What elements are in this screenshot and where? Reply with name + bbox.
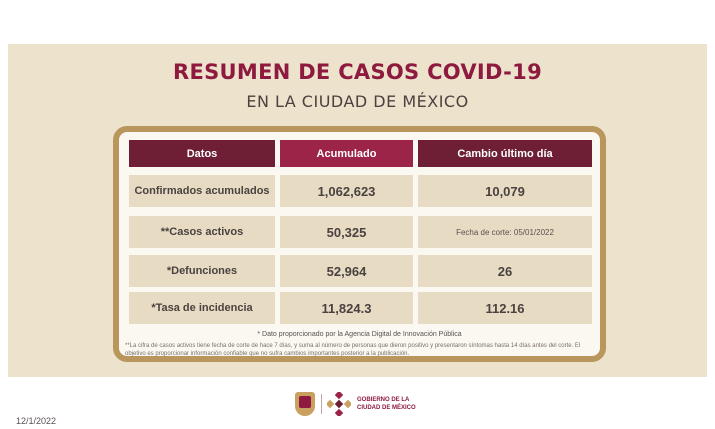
row-value-defunciones-acumulado: 52,964 [280, 255, 413, 287]
footnote-active-cases: **La cifra de casos activos tiene fecha de corte de hace 7 días, y suma al número de personas que dieron positivo y presentaron síntomas hasta 14 días antes del corte. El objetivo es proporcionar información confiable que no sufra cambios importantes posterior a la publicación. [125, 343, 581, 357]
summary-table [113, 126, 606, 362]
row-label-defunciones: *Defunciones [129, 255, 275, 287]
header-acumulado: Acumulado [280, 140, 413, 167]
publication-date: 12/1/2022 [16, 416, 57, 426]
row-value-confirmados-acumulado: 1,062,623 [280, 175, 413, 207]
government-label-line1: GOBIERNO DE LA [357, 397, 410, 403]
row-label-confirmados: Confirmados acumulados [129, 175, 275, 207]
row-value-tasa-acumulado: 11,824.3 [280, 292, 413, 324]
header-cambio: Cambio último día [418, 140, 592, 167]
government-label-line2: CIUDAD DE MÉXICO [357, 405, 416, 411]
row-value-activos-fecha-corte: Fecha de corte: 05/01/2022 [418, 216, 592, 248]
page-subtitle: EN LA CIUDAD DE MÉXICO [246, 92, 469, 111]
row-value-defunciones-cambio: 26 [418, 255, 592, 287]
row-label-tasa: *Tasa de incidencia [129, 292, 275, 324]
page-title: RESUMEN DE CASOS COVID-19 [172, 60, 542, 84]
city-shield-icon [295, 392, 315, 416]
row-value-activos-acumulado: 50,325 [280, 216, 413, 248]
cdmx-logo-icon [327, 392, 351, 416]
row-label-activos: **Casos activos [129, 216, 275, 248]
row-value-confirmados-cambio: 10,079 [418, 175, 592, 207]
logo-divider [321, 394, 322, 414]
government-label [357, 396, 437, 412]
row-value-tasa-cambio: 112.16 [418, 292, 592, 324]
footnote-source: * Dato proporcionado por la Agencia Digital de Innovación Pública [257, 331, 462, 338]
header-datos: Datos [129, 140, 275, 167]
